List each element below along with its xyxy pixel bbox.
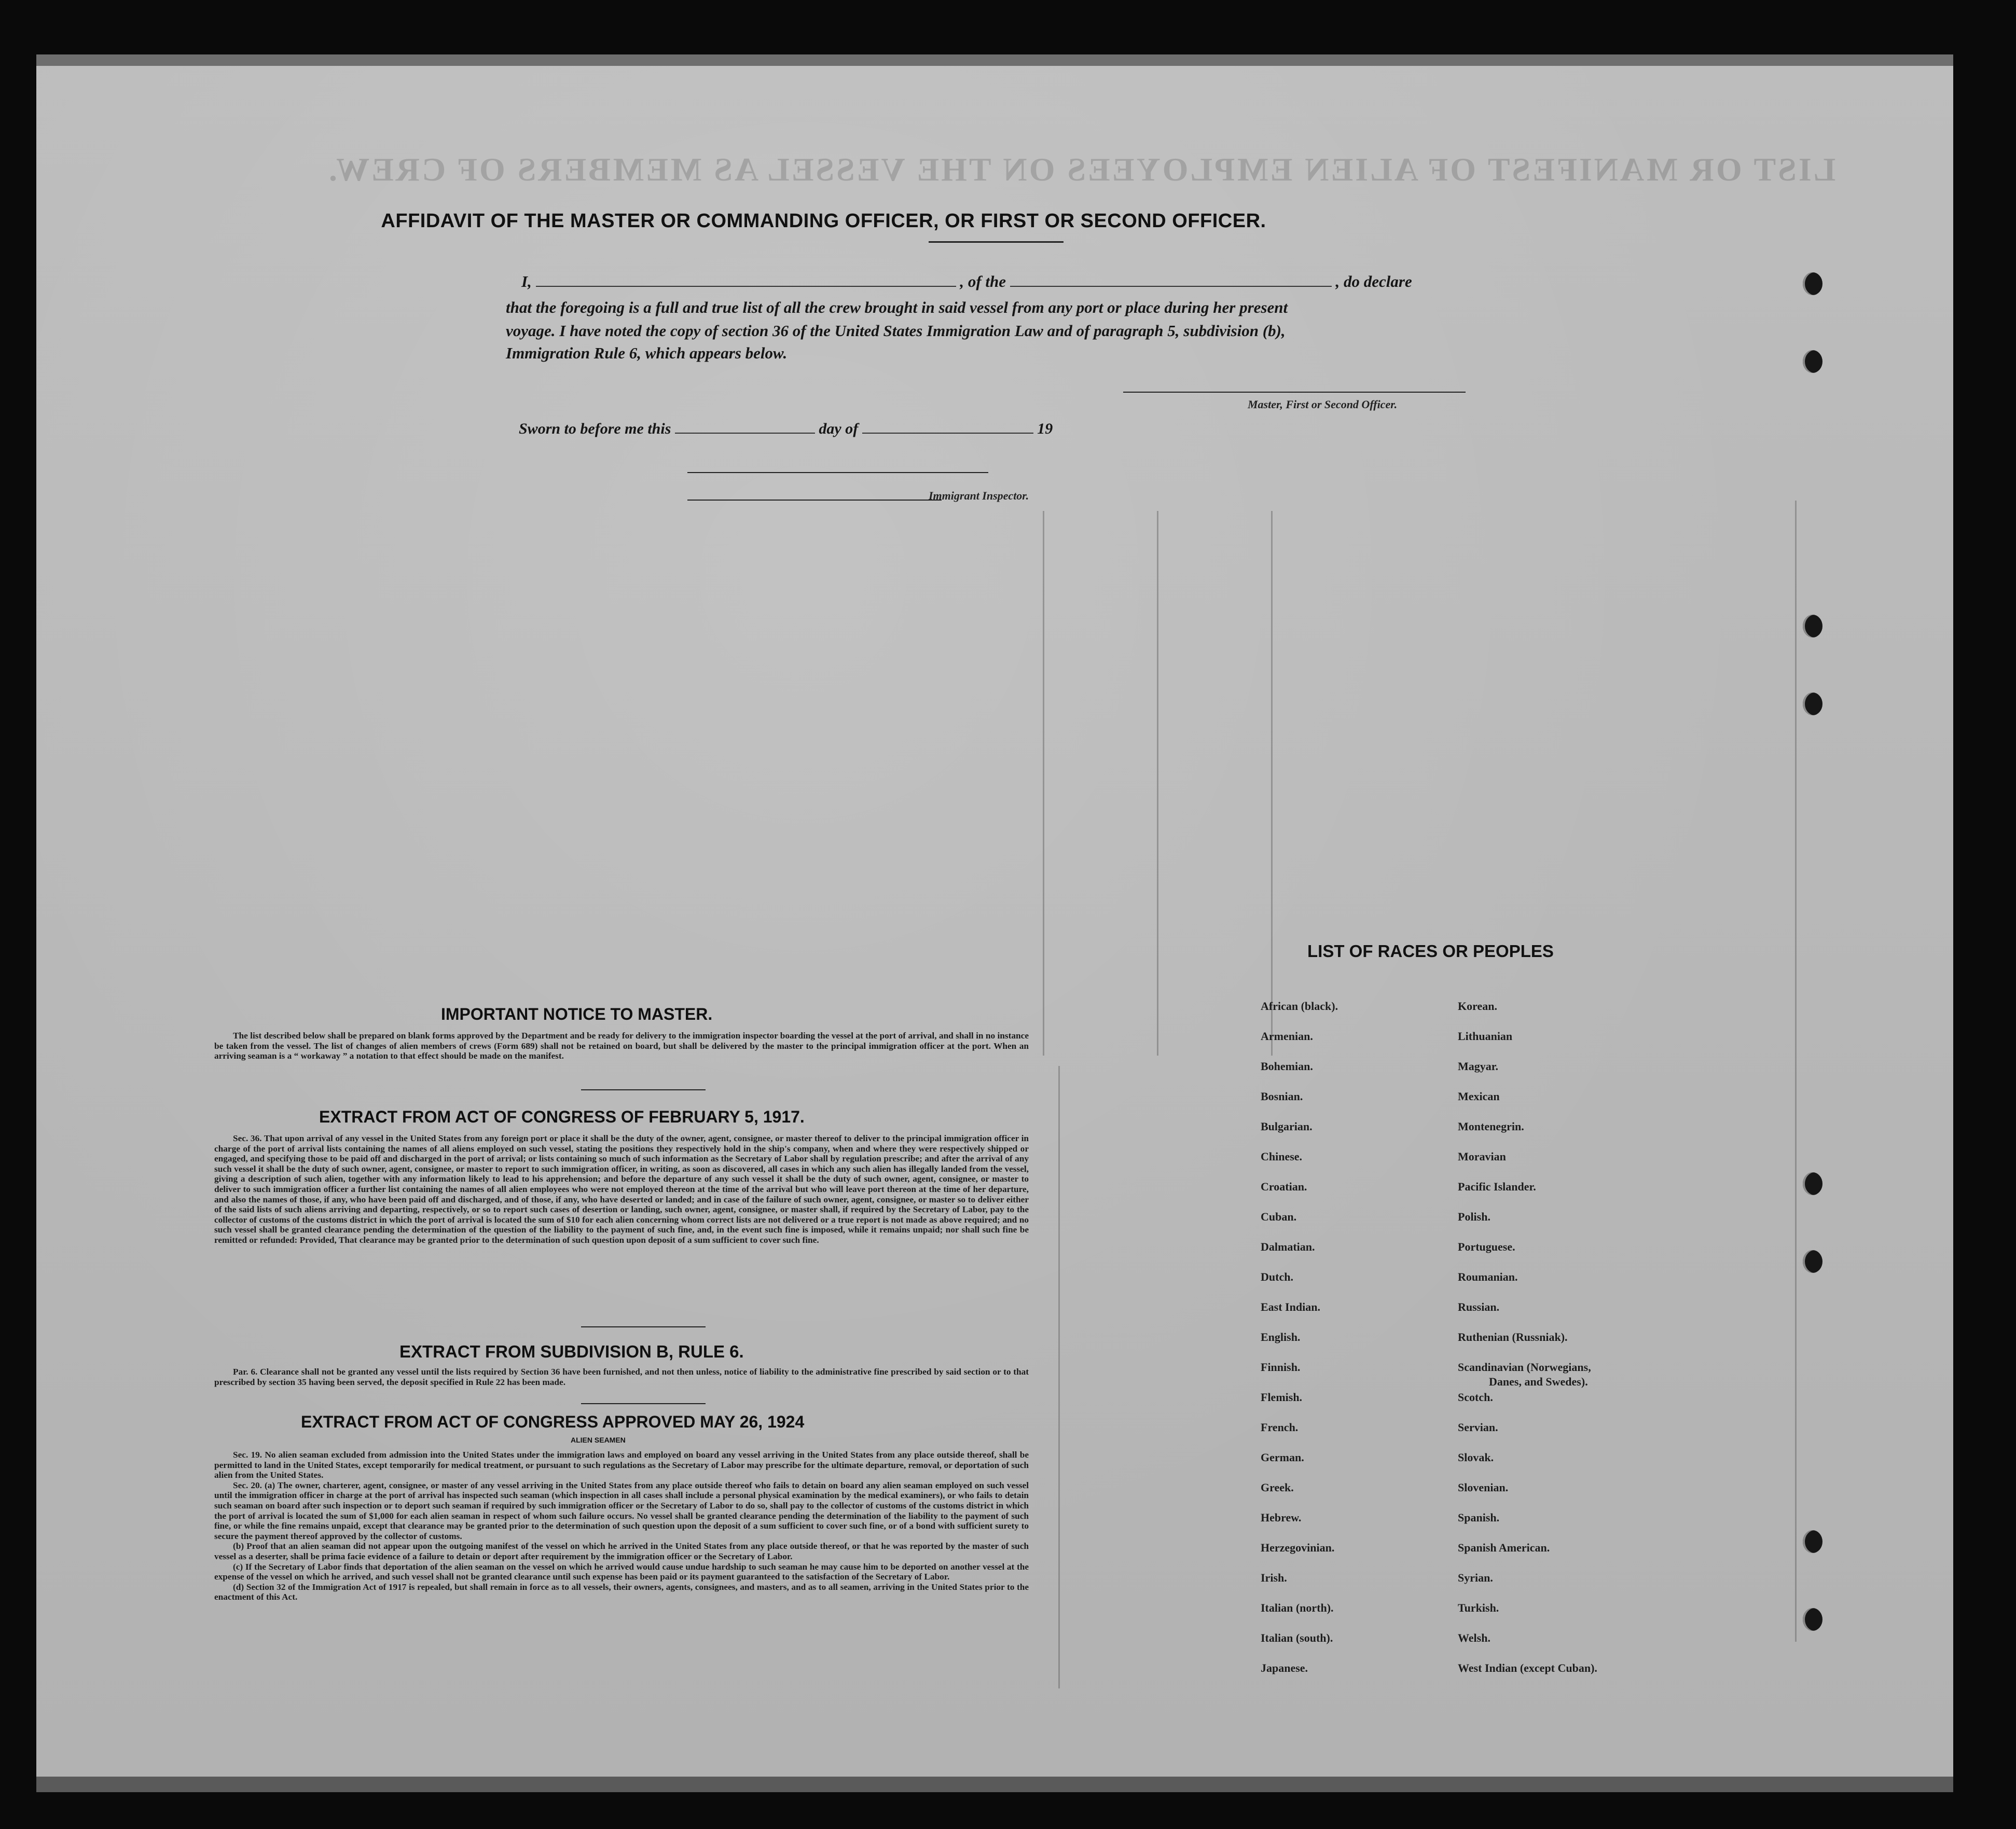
race-item: Roumanian. — [1458, 1270, 1518, 1283]
page-bottom-edge — [36, 1777, 1953, 1792]
race-item: Bulgarian. — [1261, 1120, 1313, 1133]
sworn-year: 19 — [1037, 420, 1053, 437]
signature-line[interactable] — [1123, 392, 1466, 393]
inspector-signature-line-2[interactable] — [687, 500, 942, 501]
race-item: Turkish. — [1458, 1601, 1499, 1614]
subdivision-b-rule — [581, 1403, 706, 1404]
race-item: Croatian. — [1261, 1180, 1307, 1193]
extract-1924-text — [214, 1450, 1029, 1602]
punch-hole-icon — [1803, 615, 1822, 638]
race-item: Welsh. — [1458, 1631, 1490, 1644]
bleed-column-line — [1058, 1066, 1060, 1688]
race-item: Spanish. — [1458, 1511, 1500, 1524]
punch-hole-icon — [1803, 1608, 1822, 1631]
affidavit-title-rule — [929, 241, 1064, 243]
race-item: Hebrew. — [1261, 1511, 1302, 1524]
race-item: Mexican — [1458, 1090, 1500, 1103]
race-item: Dalmatian. — [1261, 1240, 1315, 1253]
sec-20c-paragraph: (c) If the Secretary of Labor finds that deportation of the alien seaman on the vessel on which he arrived would cause undue hardship to such seaman he may cause him to be deported on another vessel at the expense of the vessel on which he arrived, and such vessel shall not be granted clearance until such expense has been paid or its payment guaranteed to the satisfaction of the Secretary of Labor. — [214, 1561, 1029, 1582]
notice-rule — [581, 1089, 706, 1090]
race-item: Pacific Islander. — [1458, 1180, 1536, 1193]
affidavit-line-1-end: , do declare — [1335, 272, 1412, 290]
race-item: Scotch. — [1458, 1391, 1493, 1404]
race-item: Korean. — [1458, 1000, 1497, 1013]
race-item: Italian (north). — [1261, 1601, 1334, 1614]
punch-hole-icon — [1803, 1172, 1822, 1195]
race-item: West Indian (except Cuban). — [1458, 1661, 1597, 1674]
race-item: German. — [1261, 1451, 1304, 1464]
inspector-caption: Immigrant Inspector. — [929, 489, 1029, 502]
extract-1924-title: EXTRACT FROM ACT OF CONGRESS APPROVED MAY 26, 1924 — [301, 1412, 805, 1431]
notice-paragraph: The list described below shall be prepared on blank forms approved by the Department and be ready for delivery to the immigration inspector boarding the vessel at the port of arrival, and shall in no instance be taken from the vessel. The list of changes of alien members of crews (Form 689) shall not be retained on board, but shall be delivered by the master to the principal immigration officer at the port. When an arriving seaman is a “ workaway ” a notation to that effect should be made on the manifest. — [214, 1031, 1029, 1061]
race-item: Magyar. — [1458, 1060, 1499, 1073]
race-item: Italian (south). — [1261, 1631, 1333, 1644]
race-item: Montenegrin. — [1458, 1120, 1524, 1133]
race-item: East Indian. — [1261, 1300, 1320, 1313]
bleed-through-title: LIST OR MANIFEST OF ALIEN EMPLOYEES ON THE VESSEL AS MEMBERS OF CREW. — [327, 151, 1836, 188]
name-blank[interactable] — [536, 273, 956, 287]
races-title: LIST OF RACES OR PEOPLES — [1307, 941, 1554, 961]
race-item: Armenian. — [1261, 1030, 1313, 1043]
bleed-column-line — [1795, 501, 1797, 1642]
subdivision-b-text — [214, 1367, 1029, 1387]
extract-1917-text — [214, 1133, 1029, 1245]
race-item: Slovak. — [1458, 1451, 1494, 1464]
race-item: Ruthenian (Russniak). — [1458, 1331, 1568, 1343]
race-item: French. — [1261, 1421, 1299, 1434]
race-item: Scandinavian (Norwegians, — [1458, 1361, 1591, 1374]
affidavit-line-3: voyage. I have noted the copy of section 36 of the United States Immigration Law and of paragraph 5, subdivision (b), — [506, 322, 1286, 340]
affidavit-line-1 — [521, 272, 1412, 291]
race-item: Servian. — [1458, 1421, 1498, 1434]
race-item-continued: Danes, and Swedes). — [1489, 1375, 1588, 1388]
notice-text — [214, 1031, 1029, 1061]
sworn-day-of: day of — [819, 420, 859, 437]
race-item: Polish. — [1458, 1210, 1490, 1223]
race-item: Moravian — [1458, 1150, 1506, 1163]
race-item: Finnish. — [1261, 1361, 1301, 1374]
race-item: Flemish. — [1261, 1391, 1303, 1404]
sec-20b-paragraph: (b) Proof that an alien seaman did not appear upon the outgoing manifest of the vessel on which he arrived in the United States from any place outside thereof, or that he was reported by the master of such vessel as a deserter, shall be prima facie evidence of a failure to detain or deport after requirement by the immigration officer or the Secretary of Labor. — [214, 1541, 1029, 1561]
bleed-column-line — [1271, 511, 1273, 1056]
race-item: Portuguese. — [1458, 1240, 1515, 1253]
signature-caption: Master, First or Second Officer. — [1248, 398, 1398, 411]
bleed-column-line — [1157, 511, 1158, 1056]
sworn-day-blank[interactable] — [675, 420, 815, 434]
race-item: Bohemian. — [1261, 1060, 1313, 1073]
affidavit-line-1-start: I, — [521, 272, 532, 290]
affidavit-line-1-mid: , of the — [960, 272, 1006, 290]
race-item: Dutch. — [1261, 1270, 1293, 1283]
race-item: Slovenian. — [1458, 1481, 1509, 1494]
race-item: English. — [1261, 1331, 1301, 1343]
affidavit-line-2: that the foregoing is a full and true list of all the crew brought in said vessel from any port or place during her present — [506, 298, 1288, 316]
vessel-blank[interactable] — [1010, 273, 1332, 287]
sworn-start: Sworn to before me this — [519, 420, 671, 437]
sec-19-paragraph: Sec. 19. No alien seaman excluded from admission into the United States under the immigration laws and employed on board any vessel arriving in the United States from any place outside thereof, shall be permitted to land in the United States, except temporarily for medical treatment, or pursuant to such regulations as the Secretary of Labor may prescribe for the ultimate departure, removal, or deportation of such alien from the United States. — [214, 1450, 1029, 1480]
race-item: Japanese. — [1261, 1661, 1308, 1674]
document-page — [36, 54, 1953, 1792]
punch-hole-icon — [1803, 1250, 1822, 1273]
sworn-month-blank[interactable] — [862, 420, 1033, 434]
race-item: Bosnian. — [1261, 1090, 1303, 1103]
par-6-paragraph: Par. 6. Clearance shall not be granted any vessel until the lists required by Section 36 have been furnished, and not then unless, notice of liability to the administrative fine prescribed by said section or to that prescribed by section 35 having been served, the deposit specified in Rule 22 has been made. — [214, 1367, 1029, 1387]
extract-1917-rule — [581, 1326, 706, 1327]
race-item: Cuban. — [1261, 1210, 1297, 1223]
race-item: Greek. — [1261, 1481, 1294, 1494]
race-item: African (black). — [1261, 1000, 1338, 1013]
sworn-line — [519, 420, 1053, 438]
race-item: Chinese. — [1261, 1150, 1303, 1163]
section-36-paragraph: Sec. 36. That upon arrival of any vessel in the United States from any foreign port or place it shall be the duty of the owner, agent, consignee, or master thereof to deliver to the principal immigration officer in charge of the port of arrival lists containing the names of all aliens employed on such vessel, stating the positions they respectively hold in the ship's company, when and where they were respectively shipped or engaged, and specifying those to be paid off and discharged in the port of arrival; or lists containing so much of such information as the Secretary of Labor shall by regulation prescribe; and after the arrival of any such vessel it shall be the duty of such owner, agent, consignee, or master to report to such immigration officer, in writing, as soon as discovered, all cases in which any such alien has illegally landed from the vessel, giving a description of such alien, together with any information likely to lead to his apprehension; and before the departure of any such vessel it shall be the duty of such owner, agent, consignee, or master to deliver to such immigration officer a further list containing the names of all alien employees who were not employed thereon at the time of the arrival but who will leave port thereon at the time of her departure, and also the names of those, if any, who have been paid off and discharged, and of those, if any, who have deserted or landed; and in case of the failure of such owner, agent, consignee, or master so to deliver either of the said lists of such aliens arriving and departing, respectively, or so to report such cases of desertion or landing, such owner, agent, consignee, or master shall, if required by the Secretary of Labor, pay to the collector of customs of the customs district in which the port of arrival is located the sum of $10 for each alien concerning whom correct lists are not delivered or a true report is not made as above required; and no such vessel shall be granted clearance pending the determination of the question of the liability to the payment of such fine, and, in the event such fine is imposed, while it remains unpaid; nor shall such fine be remitted or refunded: Provided, That clearance may be granted prior to the determination of such question upon deposit of a sum sufficient to cover such fine. — [214, 1133, 1029, 1245]
race-item: Herzegovinian. — [1261, 1541, 1335, 1554]
bleed-column-line — [1043, 511, 1044, 1056]
inspector-signature-line[interactable] — [687, 472, 988, 473]
punch-hole-icon — [1803, 350, 1822, 373]
race-item: Irish. — [1261, 1571, 1287, 1584]
sec-20d-paragraph: (d) Section 32 of the Immigration Act of 1917 is repealed, but shall remain in force as to all vessels, their owners, agents, consignees, and masters, and as to all seamen, arriving in the United States prior to the enactment of this Act. — [214, 1582, 1029, 1602]
notice-title: IMPORTANT NOTICE TO MASTER. — [441, 1005, 713, 1023]
extract-1917-title: EXTRACT FROM ACT OF CONGRESS OF FEBRUARY 5, 1917. — [319, 1107, 805, 1126]
sec-20a-paragraph: Sec. 20. (a) The owner, charterer, agent, consignee, or master of any vessel arriving in the United States from any place outside thereof who fails to detain on board any alien seaman employed on such vessel until the immigration officer in charge at the port of arrival has inspected such seaman (which inspection in all cases shall include a personal physical examination by the medical examiners), or who fails to detain such seaman on board after such inspection or to deport such seaman if required by such immigration officer or the Secretary of Labor to do so, shall pay to the collector of customs of the customs district in which the port of arrival is located the sum of $1,000 for each alien seaman in respect of whom such failure occurs. No vessel shall be granted clearance pending the determination of the liability to the payment of such fine, or while the fine remains unpaid, except that clearance may be granted prior to the determination of such question upon the deposit of a sum sufficient to cover such fine, or of a bond with sufficient surety to secure the payment thereof approved by the collector of customs. — [214, 1480, 1029, 1541]
affidavit-title: AFFIDAVIT OF THE MASTER OR COMMANDING OFFICER, OR FIRST OR SECOND OFFICER. — [381, 210, 1266, 232]
race-item: Spanish American. — [1458, 1541, 1550, 1554]
subdivision-b-title: EXTRACT FROM SUBDIVISION B, RULE 6. — [399, 1342, 744, 1361]
alien-seamen-subtitle: ALIEN SEAMEN — [571, 1436, 626, 1444]
race-item: Syrian. — [1458, 1571, 1493, 1584]
page-top-edge — [36, 54, 1953, 66]
punch-hole-icon — [1803, 1530, 1822, 1553]
punch-hole-icon — [1803, 692, 1822, 715]
punch-hole-icon — [1803, 272, 1822, 295]
race-item: Russian. — [1458, 1300, 1500, 1313]
race-item: Lithuanian — [1458, 1030, 1513, 1043]
affidavit-line-4: Immigration Rule 6, which appears below. — [506, 344, 788, 362]
